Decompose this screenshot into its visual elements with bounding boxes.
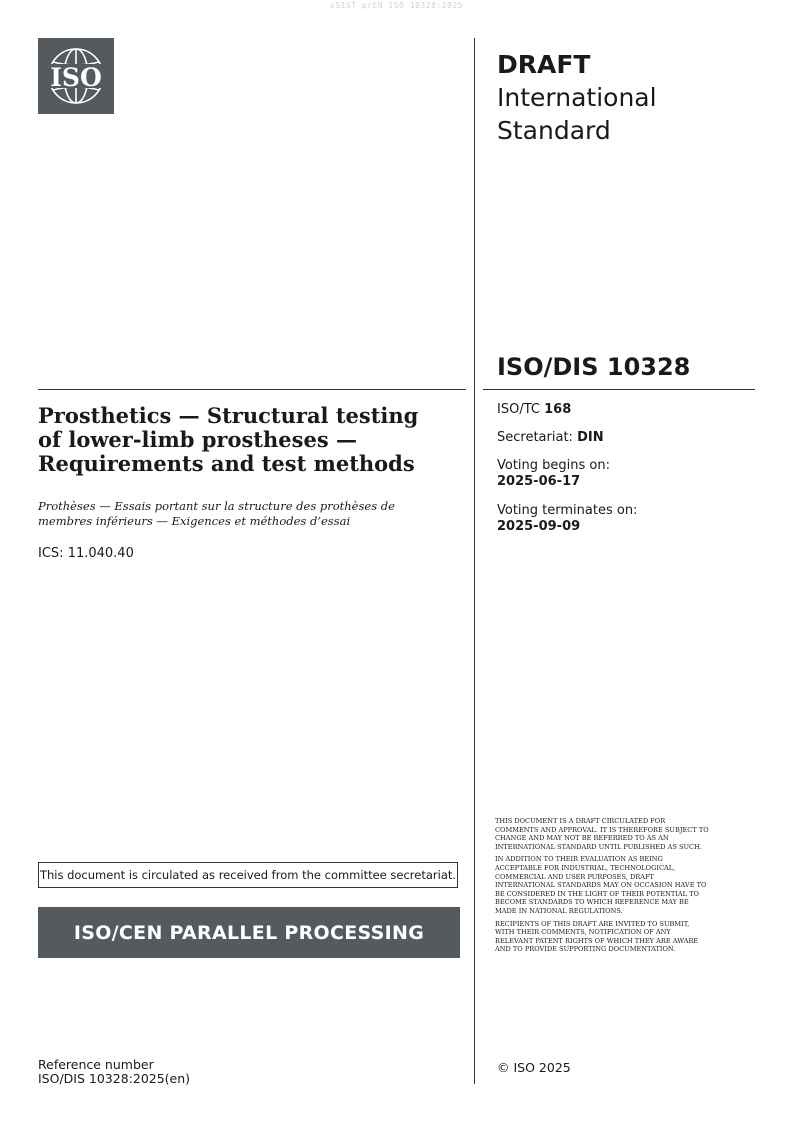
- voting-terminates-label: Voting terminates on:: [497, 503, 638, 518]
- voting-begins-value: 2025-06-17: [497, 474, 581, 489]
- secretariat-label: Secretariat:: [497, 430, 573, 445]
- document-number: ISO/DIS 10328: [497, 353, 691, 381]
- draft-line-international: International: [497, 83, 657, 112]
- voting-terminates: [497, 503, 757, 535]
- secretariat: [497, 430, 757, 446]
- ics-value: 11.040.40: [67, 546, 134, 561]
- french-title-line-2: membres inférieurs — Exigences et méthodes d’essai: [38, 514, 351, 528]
- watermark: oSIST prEN ISO 10328:2025: [330, 1, 463, 10]
- horizontal-divider-left: [38, 389, 466, 390]
- technical-committee: [497, 402, 757, 418]
- voting-terminates-value: 2025-09-09: [497, 519, 581, 534]
- iso-logo-text: ISO: [50, 63, 102, 92]
- draft-line-standard: Standard: [497, 116, 611, 145]
- draft-notice: [495, 817, 710, 958]
- draft-notice-paragraph-1: THIS DOCUMENT IS A DRAFT CIRCULATED FOR COMMENTS AND APPROVAL. IT IS THEREFORE SUBJECT TO CHANGE AND MAY NOT BE REFERRED TO AS AN INTERNATIONAL STANDARD UNTIL PUBLISHED AS SUCH.: [495, 817, 709, 851]
- reference-label: Reference number: [38, 1057, 154, 1072]
- ics-code: [38, 546, 134, 561]
- circulated-notice: This document is circulated as received from the committee secretariat.: [38, 862, 458, 888]
- draft-label: DRAFT: [497, 50, 591, 79]
- voting-begins: [497, 458, 757, 490]
- iso-logo-icon: [38, 38, 114, 114]
- main-title-line-3: Requirements and test methods: [38, 451, 415, 476]
- copyright: © ISO 2025: [497, 1060, 571, 1075]
- reference-value: ISO/DIS 10328:2025(en): [38, 1071, 191, 1086]
- secretariat-value: DIN: [577, 430, 604, 445]
- tc-value: 168: [544, 402, 572, 417]
- reference-number: [38, 1058, 190, 1086]
- voting-begins-label: Voting begins on:: [497, 458, 611, 473]
- french-title: [38, 499, 458, 529]
- ics-label: ICS:: [38, 546, 64, 561]
- main-title-line-1: Prosthetics — Structural testing: [38, 403, 419, 428]
- draft-title: [497, 48, 757, 147]
- horizontal-divider-right: [483, 389, 755, 390]
- main-title-line-2: of lower-limb prostheses —: [38, 427, 357, 452]
- draft-notice-paragraph-3: RECIPIENTS OF THIS DRAFT ARE INVITED TO SUBMIT, WITH THEIR COMMENTS, NOTIFICATION OF ANY RELEVANT PATENT RIGHTS OF WHICH THEY ARE AWARE AND TO PROVIDE SUPPORTING DOCUMENTATION.: [495, 919, 699, 954]
- draft-notice-paragraph-2: IN ADDITION TO THEIR EVALUATION AS BEING ACCEPTABLE FOR INDUSTRIAL, TECHNOLOGICAL, COMMERCIAL AND USER PURPOSES, DRAFT INTERNATIONAL STANDARDS MAY ON OCCASION HAVE TO BE CONSIDERED IN THE LIGHT OF THEIR POTENTIAL TO BECOME STANDARDS TO WHICH REFERENCE MAY BE MADE IN NATIONAL REGULATIONS.: [495, 855, 707, 915]
- main-title: [38, 404, 458, 476]
- french-title-line-1: Prothèses — Essais portant sur la structure des prothèses de: [38, 499, 395, 513]
- tc-label: ISO/TC: [497, 402, 540, 417]
- vertical-divider: [474, 38, 475, 1084]
- parallel-processing-banner: ISO/CEN PARALLEL PROCESSING: [38, 907, 460, 958]
